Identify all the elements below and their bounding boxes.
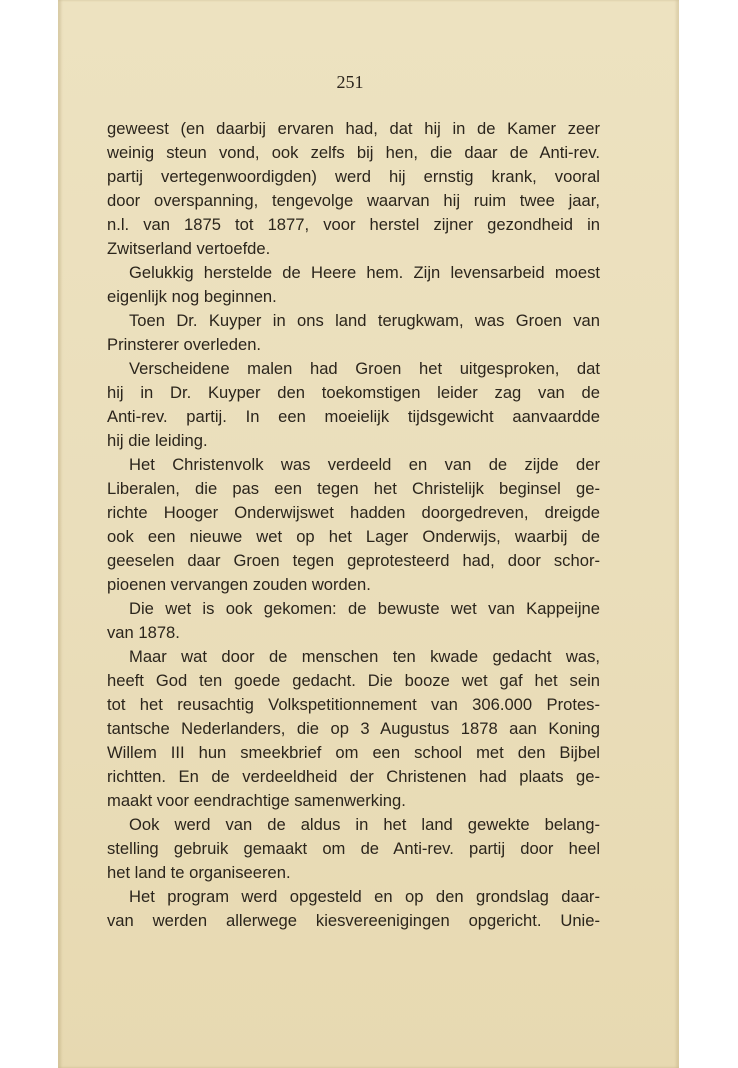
text-line: richtten. En de verdeeldheid der Christenen had plaats ge-: [107, 767, 600, 786]
text-line: Het Christenvolk was verdeeld en van de zijde der: [129, 455, 600, 474]
text-line: van werden allerwege kiesvereenigingen opgericht. Unie-: [107, 911, 600, 930]
text-line: ook een nieuwe wet op het Lager Onderwijs, waarbij de: [107, 527, 600, 546]
text-line: Verscheidene malen had Groen het uitgesproken, dat: [129, 359, 600, 378]
text-line: geweest (en daarbij ervaren had, dat hij in de Kamer zeer: [107, 119, 600, 138]
paragraph: [107, 261, 600, 309]
book-page: [58, 0, 679, 1068]
text-line: Toen Dr. Kuyper in ons land terugkwam, was Groen van: [129, 311, 600, 330]
paragraph: [107, 309, 600, 357]
text-line: Zwitserland vertoefde.: [107, 239, 271, 258]
paragraph: [107, 453, 600, 597]
paragraph: [107, 813, 600, 885]
text-line: n.l. van 1875 tot 1877, voor herstel zijner gezondheid in: [107, 215, 600, 234]
text-line: Liberalen, die pas een tegen het Christelijk beginsel ge-: [107, 479, 600, 498]
text-line: pioenen vervangen zouden worden.: [107, 575, 371, 594]
text-line: door overspanning, tengevolge waarvan hij ruim twee jaar,: [107, 191, 600, 210]
text-line: Anti-rev. partij. In een moeielijk tijdsgewicht aanvaardde: [107, 407, 600, 426]
paragraph: [107, 117, 600, 261]
text-line: Gelukkig herstelde de Heere hem. Zijn levensarbeid moest: [129, 263, 600, 282]
paragraph: [107, 885, 600, 933]
text-line: richte Hooger Onderwijswet hadden doorgedreven, dreigde: [107, 503, 600, 522]
text-line: Maar wat door de menschen ten kwade gedacht was,: [129, 647, 600, 666]
body-text: [107, 117, 600, 933]
text-line: weinig steun vond, ook zelfs bij hen, die daar de Anti-rev.: [107, 143, 600, 162]
text-line: hij in Dr. Kuyper den toekomstigen leider zag van de: [107, 383, 600, 402]
text-line: partij vertegenwoordigden) werd hij ernstig krank, vooral: [107, 167, 600, 186]
text-line: eigenlijk nog beginnen.: [107, 287, 277, 306]
paragraph: [107, 645, 600, 813]
text-line: van 1878.: [107, 623, 180, 642]
text-line: Willem III hun smeekbrief om een school met den Bijbel: [107, 743, 600, 762]
text-line: Prinsterer overleden.: [107, 335, 262, 354]
text-line: geeselen daar Groen tegen geprotesteerd had, door schor-: [107, 551, 600, 570]
text-line: Ook werd van de aldus in het land gewekte belang-: [129, 815, 600, 834]
text-line: Het program werd opgesteld en op den grondslag daar-: [129, 887, 600, 906]
page-number: 251: [336, 72, 364, 92]
text-line: heeft God ten goede gedacht. Die booze wet gaf het sein: [107, 671, 600, 690]
text-line: stelling gebruik gemaakt om de Anti-rev. partij door heel: [107, 839, 600, 858]
text-line: het land te organiseeren.: [107, 863, 291, 882]
text-line: tantsche Nederlanders, die op 3 Augustus 1878 aan Koning: [107, 719, 600, 738]
paragraph: [107, 357, 600, 453]
text-line: hij die leiding.: [107, 431, 208, 450]
paragraph: [107, 597, 600, 645]
text-line: maakt voor eendrachtige samenwerking.: [107, 791, 406, 810]
text-line: Die wet is ook gekomen: de bewuste wet van Kappeijne: [129, 599, 600, 618]
text-line: tot het reusachtig Volkspetitionnement van 306.000 Protes-: [107, 695, 600, 714]
